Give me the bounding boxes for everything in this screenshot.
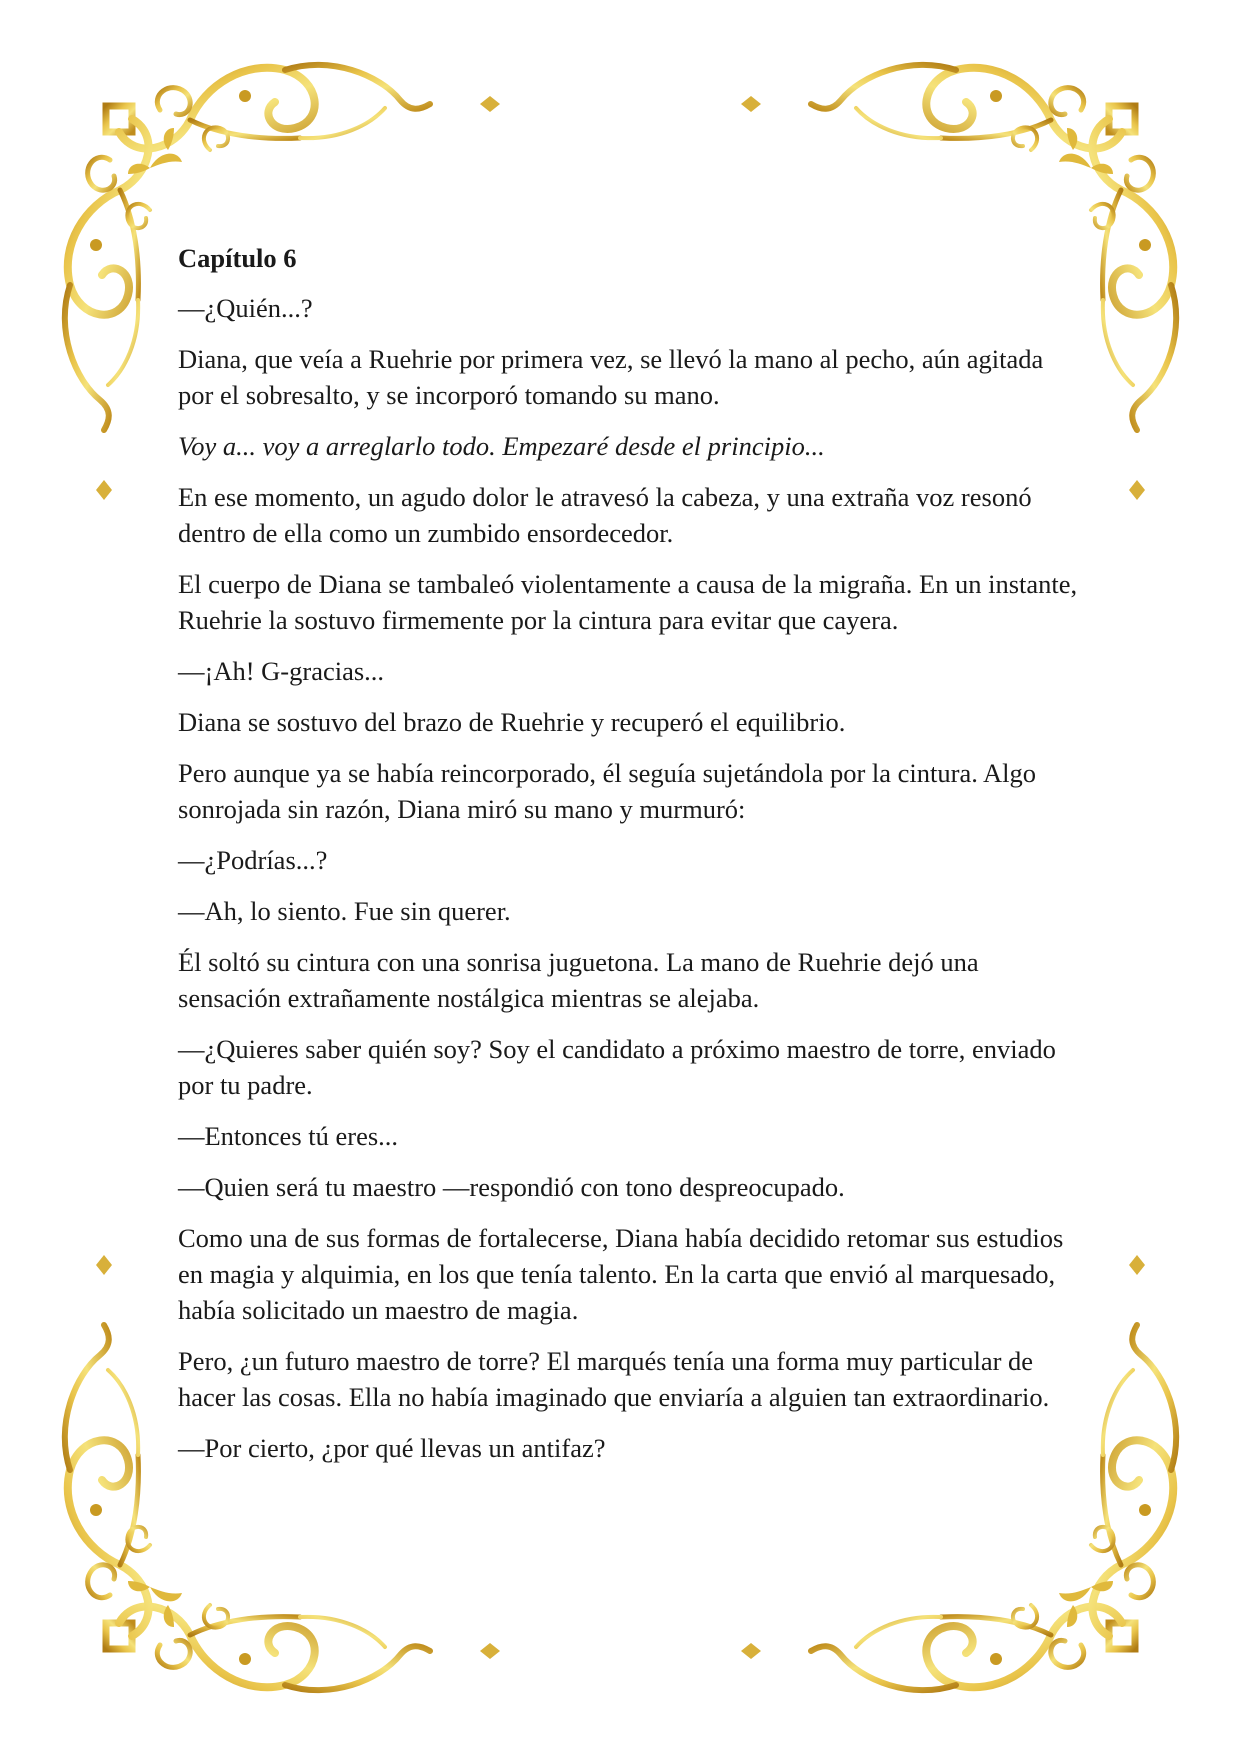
- paragraph: Pero aunque ya se había reincorporado, él seguía sujetándola por la cintura. Algo sonrojada sin razón, Diana miró su mano y murmuró:: [178, 758, 1037, 824]
- paragraph: Pero, ¿un futuro maestro de torre? El marqués tenía una forma muy particular de hacer las cosas. Ella no había imaginado que enviaría a alguien tan extraordinario.: [178, 1346, 1050, 1412]
- paragraph: —¿Quién...?: [178, 293, 313, 323]
- chapter-text: [178, 240, 1078, 1481]
- paragraph: Como una de sus formas de fortalecerse, Diana había decidido retomar sus estudios en magia y alquimia, en los que tenía talento. En la carta que envió al marquesado, había solicitado un maestro de magia.: [178, 1223, 1064, 1325]
- paragraph: —¿Quieres saber quién soy? Soy el candidato a próximo maestro de torre, enviado por tu padre.: [178, 1034, 1056, 1100]
- paragraph-list: [178, 290, 1078, 1466]
- paragraph: —Por cierto, ¿por qué llevas un antifaz?: [178, 1433, 606, 1463]
- paragraph: En ese momento, un agudo dolor le atravesó la cabeza, y una extraña voz resonó dentro de ella como un zumbido ensordecedor.: [178, 482, 1032, 548]
- paragraph: —Entonces tú eres...: [178, 1121, 399, 1151]
- paragraph: Diana se sostuvo del brazo de Ruehrie y recuperó el equilibrio.: [178, 707, 846, 737]
- paragraph: El cuerpo de Diana se tambaleó violentamente a causa de la migraña. En un instante, Ruehrie la sostuvo firmemente por la cintura para evitar que cayera.: [178, 569, 1078, 635]
- paragraph: Él soltó su cintura con una sonrisa juguetona. La mano de Ruehrie dejó una sensación extrañamente nostálgica mientras se alejaba.: [178, 947, 979, 1013]
- paragraph: Diana, que veía a Ruehrie por primera vez, se llevó la mano al pecho, aún agitada por el sobresalto, y se incorporó tomando su mano.: [178, 344, 1044, 410]
- paragraph: —¡Ah! G-gracias...: [178, 656, 385, 686]
- paragraph: —¿Podrías...?: [178, 845, 328, 875]
- paragraph: —Quien será tu maestro —respondió con tono despreocupado.: [178, 1172, 845, 1202]
- paragraph: —Ah, lo siento. Fue sin querer.: [178, 896, 511, 926]
- chapter-title: Capítulo 6: [178, 243, 297, 273]
- paragraph: Voy a... voy a arreglarlo todo. Empezaré desde el principio...: [178, 431, 825, 461]
